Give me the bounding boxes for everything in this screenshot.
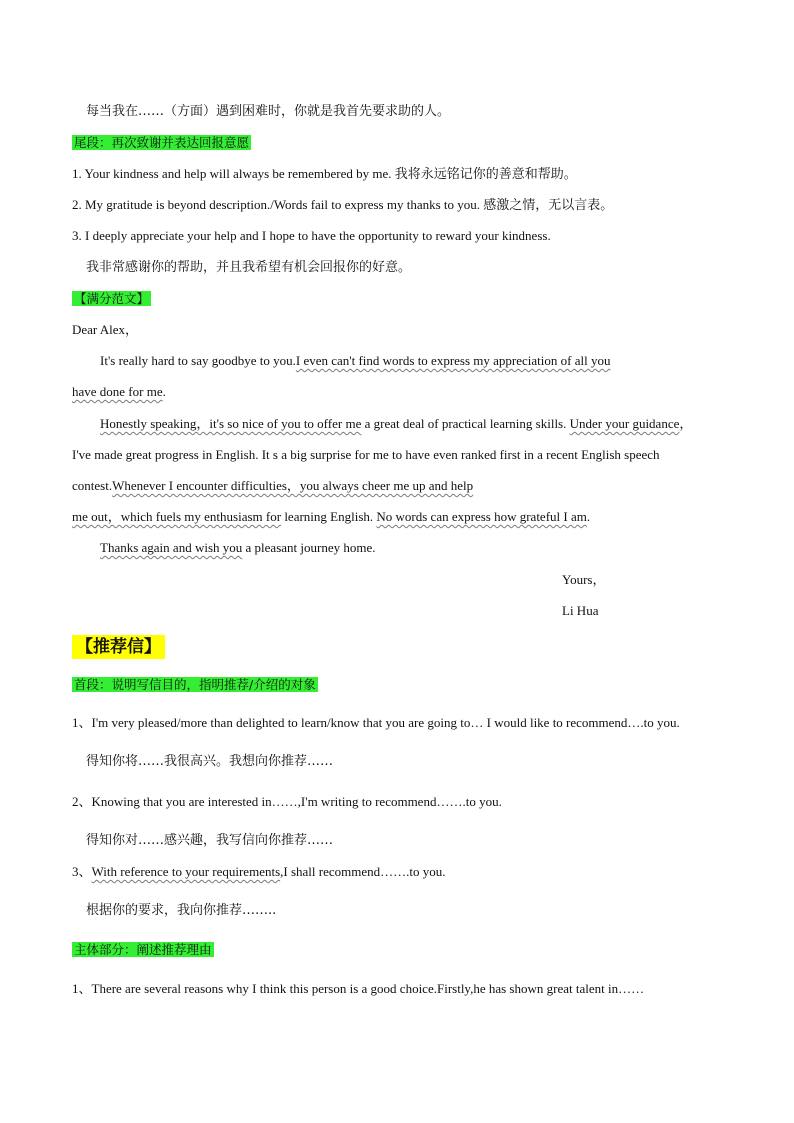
item-2-en: 2. My gratitude is beyond description./Words fail to express my thanks to you.: [72, 197, 481, 212]
essay-p3-a: Thanks again and wish you: [100, 540, 243, 555]
opening-2-zh: 得知你对……感兴趣，我写信向你推荐……: [86, 833, 334, 848]
opening-2-en: 2、Knowing that you are interested in……,I'm writing to recommend…….to you.: [72, 794, 502, 809]
essay-p3: [100, 539, 375, 557]
line-zh-help: 每当我在……（方面）遇到困难时，你就是我首先要求助的人。: [86, 104, 451, 119]
essay-p1-b: I even can't find words to express my appreciation of all you: [295, 353, 611, 368]
essay-p1-line2: [72, 383, 166, 401]
ending-heading: [72, 134, 251, 152]
opening-heading: [72, 676, 318, 694]
opening-1-zh: 得知你将……我很高兴。我想向你推荐……: [86, 754, 334, 769]
essay-p1-c: have done for me: [72, 384, 163, 399]
body-1-en: 1、There are several reasons why I think this person is a good choice.Firstly,he has shown great talent in……: [72, 981, 645, 996]
essay-p2-line3-b: Whenever I encounter difficulties，you always cheer me up and help: [112, 478, 474, 493]
ending-heading-label: 尾段：再次致谢并表达回报意愿: [74, 135, 250, 150]
item-1: [72, 165, 577, 184]
essay-p1-d: .: [162, 384, 166, 399]
opening-3-prefix: 3、: [72, 864, 92, 879]
item-3: 3. I deeply appreciate your help and I hope to have the opportunity to reward your kindness.: [72, 228, 551, 243]
opening-heading-label: 首段：说明写信目的，指明推荐/介绍的对象: [74, 677, 316, 692]
essay-p2-line4-b: learning English.: [281, 509, 377, 524]
recommendation-title: [72, 634, 165, 661]
essay-p2-c: Under your guidance: [569, 416, 680, 431]
essay-p2-line1: [100, 415, 692, 433]
body-heading-label: 主体部分：阐述推荐理由: [74, 942, 212, 957]
opening-3-rest: ,I shall recommend…….to you.: [280, 864, 446, 879]
item-1-zh: 我将永远铭记你的善意和帮助。: [394, 167, 577, 182]
item-2: [72, 196, 613, 215]
opening-3-zh: 根据你的要求，我向你推荐……..: [86, 903, 277, 918]
opening-1-en: 1、I'm very pleased/more than delighted to learn/know that you are going to… I would like to recommend….to you.: [72, 715, 680, 730]
model-essay-heading: [72, 290, 151, 308]
item-1-en: 1. Your kindness and help will always be remembered by me.: [72, 166, 392, 181]
closing: Yours，: [562, 572, 606, 587]
essay-p2-a: Honestly speaking，it's so nice of you to offer me: [100, 416, 362, 431]
item-3-zh: 我非常感谢你的帮助，并且我希望有机会回报你的好意。: [86, 260, 412, 275]
opening-3-en: [72, 863, 446, 881]
essay-p3-b: a pleasant journey home.: [242, 540, 376, 555]
signature: Li Hua: [562, 603, 599, 618]
recommendation-title-label: 【推荐信】: [72, 635, 165, 659]
essay-p2-line4-d: .: [586, 509, 591, 524]
body-heading: [72, 941, 214, 959]
essay-p2-line3-a: contest.: [72, 478, 113, 493]
essay-p2-d: ，: [679, 416, 693, 431]
model-essay-heading-label: 【满分范文】: [74, 291, 150, 306]
opening-3-wavy: With reference to your requirements: [91, 864, 281, 879]
essay-p1-line1: [100, 352, 610, 370]
essay-p2-line4-a: me out，which fuels my enthusiasm for: [72, 509, 282, 524]
essay-p2-line4: [72, 508, 590, 526]
essay-p1-a: It's really hard to say goodbye to you.: [100, 353, 296, 368]
item-2-zh: 感激之情，无以言表。: [483, 198, 614, 213]
essay-p2-line3: [72, 477, 473, 495]
salutation: Dear Alex，: [72, 322, 139, 337]
essay-p2-b: a great deal of practical learning skills.: [361, 416, 570, 431]
essay-p2-line4-c: No words can express how grateful I am: [376, 509, 587, 524]
essay-p2-line2: I've made great progress in English. It s a big surprise for me to have even ranked first in a recent English speech: [72, 447, 660, 462]
